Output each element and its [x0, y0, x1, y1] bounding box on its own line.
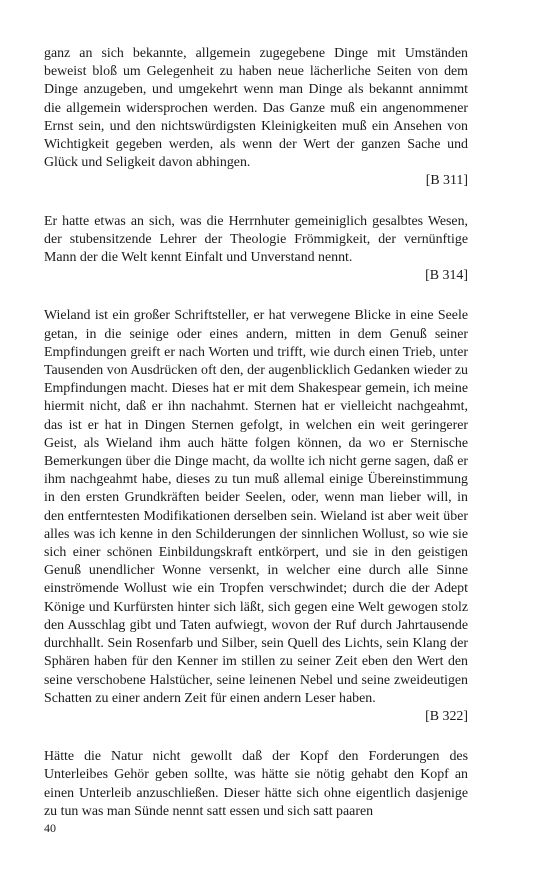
aphorism-entry	[44, 748, 468, 821]
aphorism-text: Er hatte etwas an sich, was die Herrnhuter gemeiniglich gesalbtes Wesen, der stubensitzende Lehrer der Theologie Frömmigkeit, der vernünftige Mann der die Welt kennt Einfalt und Unverstand nennt.	[44, 213, 468, 266]
aphorism-entry	[44, 213, 468, 286]
aphorism-text: Wieland ist ein großer Schriftsteller, er hat verwegene Blicke in eine Seele getan, in die seinige oder eines andern, mitten in dem Genuß seiner Empfindungen greift er nach Worten und trifft, wie durch einen Trieb, unter Tausenden von Ausdrücken oft den, der augenblicklich Gedanken wieder zu Empfindungen macht. Dieses hat er mit dem Shakespear gemein, ich meine hiermit nicht, daß er ihn nachahmt. Sternen hat er vielleicht nachgeahmt, das ist er hat in Dingen Sternen gefolgt, in welchen ein weit geringerer Geist, als Wieland ihm auch hätte folgen können, da wo er Sternische Bemerkungen über die Dinge macht, da wollte ich nicht gerne sagen, daß er ihm nachgeahmt habe, dieses zu tun muß allemal einige Übereinstimmung in den ersten Grundkräften beider Seelen, oder, wenn man lieber will, in den entferntesten Modifikationen derselben sein. Wieland ist aber weit über alles was ich kenne in den Schilderungen der sinnlichen Wollust, so wie sie sich einer schönen Einbildungskraft entkörpert, und sie in den geistigen Genuß unendlicher Wonne versenkt, in welcher eine durch alle Sinne einströmende Wollust wie ein Tropfen verschwindet; durch die der Adept Könige und Kurfürsten hinter sich läßt, sich gegen eine Welt gewogen stolz den Ausschlag gibt und Taten aufwiegt, wovon der Ruf durch Jahrtausende durchhallt. Sein Rosenfarb und Silber, sein Quell des Lichts, sein Klang der Sphären haben für den Kenner im stillen zu seiner Zeit eben den Wert den seine verschobene Halstücher, seine leinenen Nebel und seine zweideutigen Schatten zu einer andern Zeit für einen andern Leser haben.	[44, 308, 468, 706]
page-body	[44, 45, 468, 843]
aphorism-text: ganz an sich bekannte, allgemein zugegebene Dinge mit Umständen beweist bloß um Gelegenheit zu haben neue lächerliche Seiten von dem Dinge anzugeben, und umgekehrt wenn man Dinge als bekannt annimmt die allgemein widersprochen werden. Das Ganze muß ein angenommener Ernst sein, und den nichtswürdigsten Kleinigkeiten muß ein Ansehen von Wichtigkeit gegeben werden, als wenn der Wert der ganzen Sache und Glück und Seligkeit davon abhingen.	[44, 46, 468, 171]
page-number: 40	[44, 821, 56, 835]
aphorism-text: Hätte die Natur nicht gewollt daß der Kopf den Forderungen des Unterleibes Gehör geben sollte, was hätte sie nötig gehabt den Kopf an einen Unterleib anzuschließen. Dieser hätte sich ohne eigentlich dasjenige zu tun was man Sünde nennt satt essen und sich satt paaren	[44, 749, 468, 819]
source-reference: [B 311]	[425, 173, 468, 189]
source-reference: [B 322]	[425, 708, 468, 724]
aphorism-entry	[44, 307, 468, 726]
source-reference: [B 314]	[425, 268, 468, 284]
aphorism-entry	[44, 45, 468, 191]
